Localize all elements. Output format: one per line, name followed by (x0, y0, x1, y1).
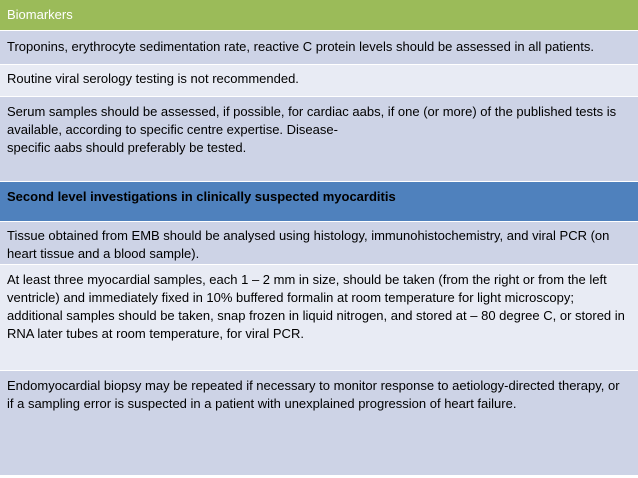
row-text: At least three myocardial samples, each 1 – 2 mm in size, should be taken (from the right or from the left ventricle) and immediately fixed in 10% buffered formalin at room temperature for light microscopy; additional samples should be taken, snap frozen in liquid nitrogen, and stored at – 80 degree C, or stored in RNA later tubes at room temperature, for viral PCR. (7, 272, 625, 341)
section-header-text: Second level investigations in clinically suspected myocarditis (7, 189, 396, 204)
table-header-biomarkers (0, 0, 638, 30)
table-row (0, 265, 638, 370)
row-text: Tissue obtained from EMB should be analysed using histology, immunohistochemistry, and viral PCR (on heart tissue and a blood sample). (7, 228, 610, 261)
header-text: Biomarkers (7, 7, 73, 22)
table-row (0, 31, 638, 64)
table-row (0, 97, 638, 181)
row-text: Routine viral serology testing is not recommended. (7, 71, 299, 86)
table-row (0, 65, 638, 96)
row-text: Troponins, erythrocyte sedimentation rate, reactive C protein levels should be assessed in all patients. (7, 39, 594, 54)
table-row (0, 222, 638, 264)
section-header-second-level (0, 182, 638, 221)
table-row (0, 371, 638, 475)
row-text: Serum samples should be assessed, if possible, for cardiac aabs, if one (or more) of the published tests is available, according to specific centre expertise. Disease- specific aabs should preferably be tested. (7, 104, 617, 155)
row-text: Endomyocardial biopsy may be repeated if necessary to monitor response to aetiology-directed therapy, or if a sampling error is suspected in a patient with unexplained progression of heart failure. (7, 378, 620, 411)
